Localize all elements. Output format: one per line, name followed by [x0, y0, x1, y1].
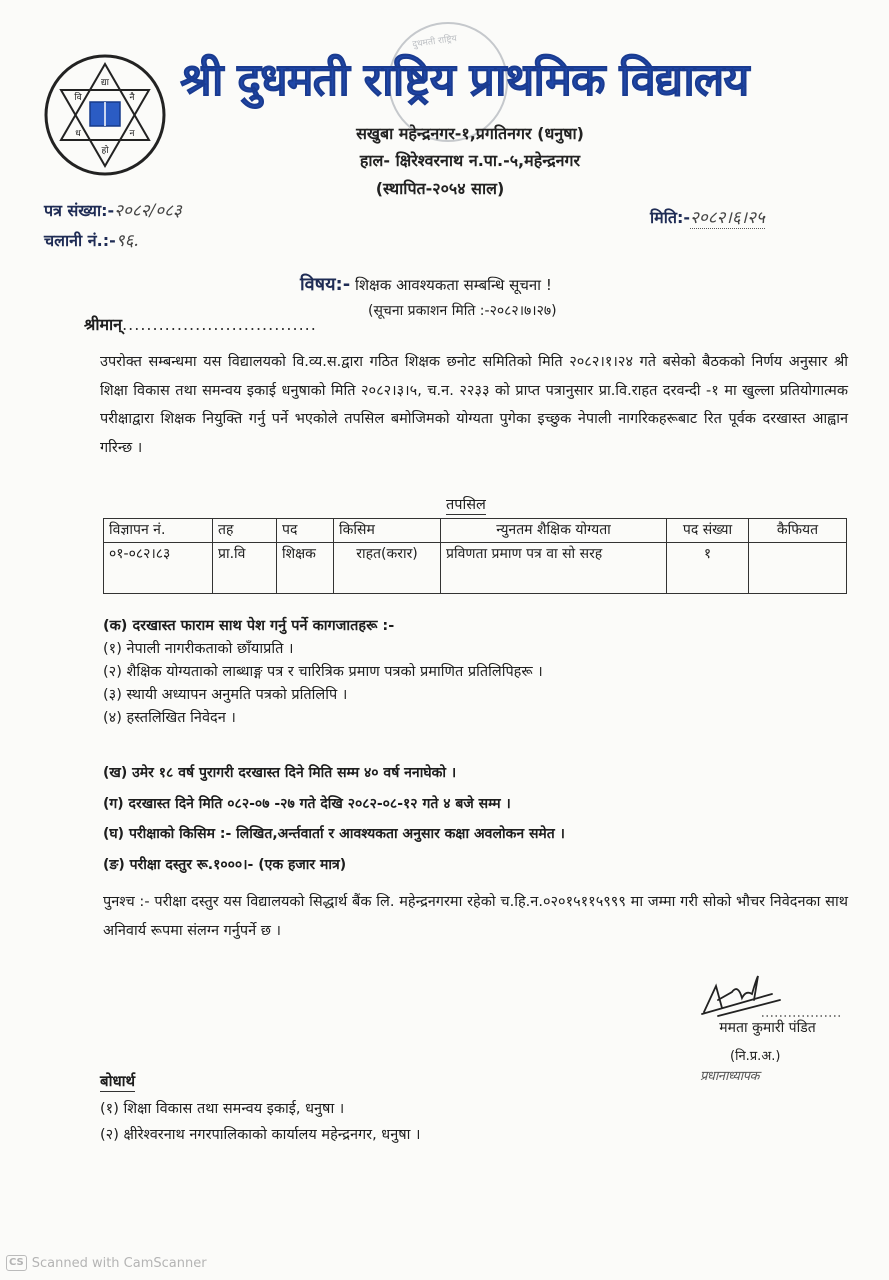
condition-item: (ङ) परीक्षा दस्तुर रू.१०००।- (एक हजार मात्र): [103, 856, 347, 873]
col-header-post: पद: [277, 519, 334, 543]
cell-post: शिक्षक: [277, 543, 334, 594]
condition-item: (ग) दरखास्त दिने मिति ०८२-०७ -२७ गते देखि २०८२-०८-१२ गते ४ बजे सम्म ।: [103, 795, 511, 812]
document-item: (३) स्थायी अध्यापन अनुमति पत्रको प्रतिलिपि ।: [103, 687, 348, 703]
letter-date: [650, 205, 765, 228]
signer-title: (नि.प्र.अ.): [730, 1049, 781, 1064]
dispatch-number: [44, 228, 139, 251]
established-year: (स्थापित-२०५४ साल): [375, 179, 505, 198]
cell-remarks: [749, 543, 847, 594]
logo-letter: वि: [74, 93, 82, 103]
condition-item: (घ) परीक्षाको किसिम :- लिखित,अर्न्तवार्ता र आवश्यकता अनुसार कक्षा अवलोकन समेत ।: [103, 826, 565, 842]
dispatch-label: चलानी नं.:-: [44, 231, 116, 250]
signature-mark: [692, 972, 842, 1020]
col-header-qualification: न्युनतम शैक्षिक योग्यता: [441, 519, 667, 543]
logo-letter: नै: [129, 93, 135, 103]
vacancy-table: [103, 518, 847, 594]
designation-stamp: प्रधानाध्यापक: [700, 1069, 760, 1084]
cc-list: [100, 1096, 421, 1148]
postscript-note: पुनश्च :- परीक्षा दस्तुर यस विद्यालयको सिद्धार्थ बैंक लि. महेन्द्रनगरमा रहेको च.हि.न.०२०१५११५९९९ मा जम्मा गरी सोको भौचर निवेदनका साथ अनिवार्य रूपमा संलग्न गर्नुपर्ने छ ।: [103, 894, 848, 939]
signer-name: ममता कुमारी पंडित: [719, 1020, 816, 1036]
conditions-list: [103, 758, 565, 880]
cc-item: (१) शिक्षा विकास तथा समन्वय इकाई, धनुषा ।: [100, 1101, 345, 1117]
col-header-ad-no: विज्ञापन नं.: [104, 519, 213, 543]
col-header-level: तह: [213, 519, 277, 543]
reference-number: [44, 198, 182, 221]
hexagram-book-icon: [42, 52, 168, 178]
logo-letter: न: [129, 129, 135, 139]
document-item: (२) शैक्षिक योग्यताको लाब्धाङ्ग पत्र र चारित्रिक प्रमाण पत्रको प्रमाणित प्रतिलिपिहरू ।: [103, 664, 543, 680]
table-header-row: [104, 519, 847, 543]
logo-letter: ध: [75, 129, 81, 139]
body-paragraph: उपरोक्त सम्बन्धमा यस विद्यालयको वि.व्य.स.द्वारा गठित शिक्षक छनोट समितिको मिति २०८२।१।२४ गते बसेको बैठकको निर्णय अनुसार श्री शिक्षा विकास तथा समन्वय इकाई धनुषाको मिति २०८२।३।५, च.न. २२३३ को प्राप्त पत्रानुसार प्रा.वि.राहत दरवन्दी -१ मा खुल्ला प्रतियोगात्मक परीक्षाद्वारा शिक्षक नियुक्ति गर्नु पर्ने भएकोले तपसिल बमोजिमको योग्यता पुगेका इच्छुक नेपाली नागरिकहरूबाट रित पूर्वक दरखास्त आह्वान गरिन्छ ।: [100, 354, 848, 456]
cell-qualification: प्रविणता प्रमाण पत्र वा सो सरह: [441, 543, 667, 594]
salutation: [84, 313, 317, 335]
cell-ad-no: ०१-०८२।८३: [104, 543, 213, 594]
document-item: (४) हस्तलिखित निवेदन ।: [103, 710, 236, 726]
table-title: तपसिल: [446, 497, 486, 513]
document-item: (१) नेपाली नागरीकताको छाँयाप्रति ।: [103, 641, 294, 657]
col-header-type: किसिम: [334, 519, 441, 543]
cell-post-count: १: [667, 543, 749, 594]
col-header-remarks: कैफियत: [749, 519, 847, 543]
date-value: २०८२।६।२५: [690, 208, 765, 228]
logo-letter: हो: [101, 146, 109, 156]
date-label: मिति:-: [650, 208, 691, 227]
logo-letter: द्या: [100, 78, 110, 88]
signature-icon: [692, 972, 842, 1020]
school-logo: [42, 52, 168, 178]
documents-heading: (क) दरखास्त फाराम साथ पेश गर्नु पर्ने कागजातहरू :-: [103, 618, 395, 634]
subject-label: विषय:-: [300, 274, 351, 295]
camscanner-icon: CS: [6, 1255, 27, 1271]
dispatch-value: ९६.: [115, 231, 139, 251]
cell-level: प्रा.वि: [213, 543, 277, 594]
watermark-text: Scanned with CamScanner: [31, 1255, 207, 1271]
subject-line: [300, 272, 552, 296]
cc-item: (२) क्षीरेश्वरनाथ नगरपालिकाको कार्यालय महेन्द्रनगर, धनुषा ।: [100, 1127, 421, 1143]
publish-date: (सूचना प्रकाशन मिति :-२०८२।७।२७): [368, 303, 557, 319]
condition-item: (ख) उमेर १८ वर्ष पुरागरी दरखास्त दिने मिति सम्म ४० वर्ष ननाघेको ।: [103, 765, 457, 781]
school-name: श्री दुधमती राष्ट्रिय प्राथमिक विद्यालय: [180, 53, 749, 106]
scanner-watermark: [6, 1255, 207, 1271]
reference-label: पत्र संख्या:-: [44, 201, 115, 220]
table-row: [104, 543, 847, 594]
required-documents: [103, 615, 543, 730]
salutation-text: श्रीमान्: [84, 315, 123, 334]
address-line-2: हाल- क्षिरेश्वरनाथ न.पा.-५,महेन्द्रनगर: [359, 151, 581, 170]
col-header-post-count: पद संख्या: [667, 519, 749, 543]
cc-heading: बोधार्थ: [100, 1072, 136, 1090]
stamp-text: दुधमती राष्ट्रिय: [411, 33, 458, 51]
subject-text: शिक्षक आवश्यकता सम्बन्धि सूचना !: [354, 276, 552, 294]
address-line-1: सखुबा महेन्द्रनगर-१,प्रगतिनगर (धनुषा): [356, 124, 584, 143]
salutation-dots: ................................: [122, 315, 317, 334]
cell-type: राहत(करार): [334, 543, 441, 594]
reference-value: २०८२/०८३: [114, 201, 182, 221]
